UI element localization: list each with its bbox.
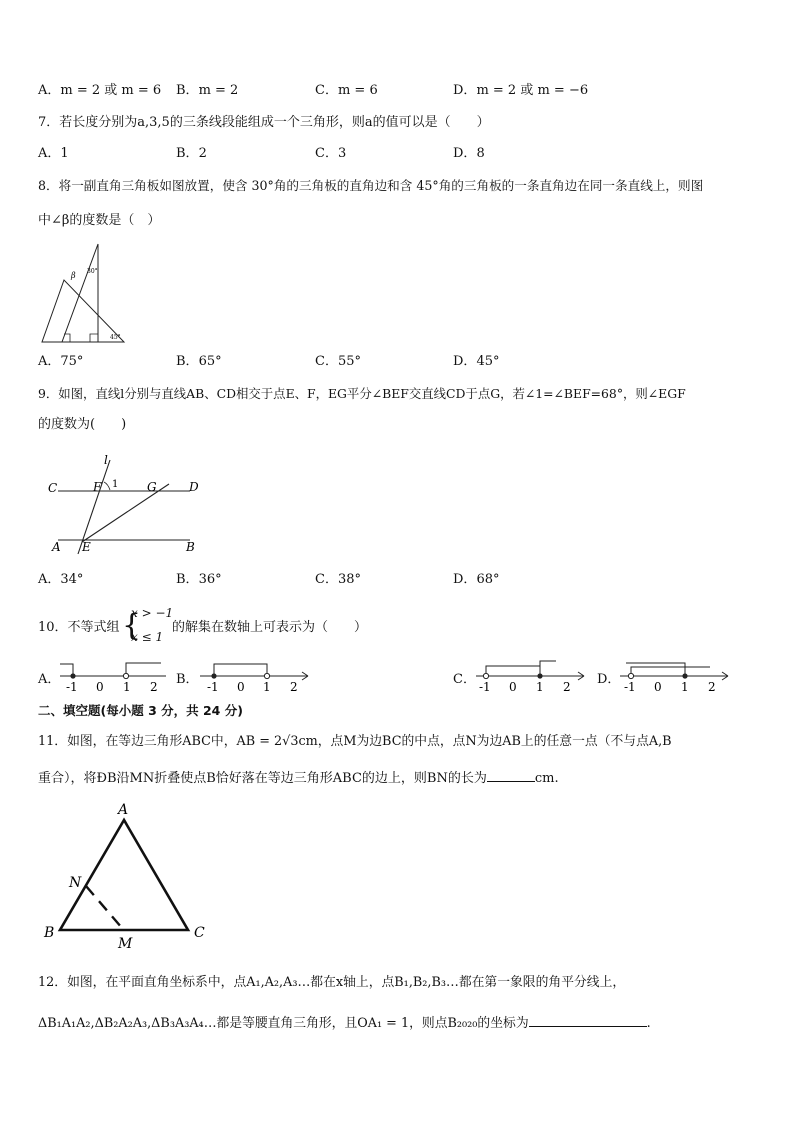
q8-option-c-text: 55° [337,354,361,369]
q9-stem-line1: 9．如图，直线l分别与直线AB、CD相交于点E、F，EG平分∠BEF交直线CD于点G，若∠1=∠BEF=68°，则∠EGF [38,386,686,401]
q11-triangle-figure [38,798,218,950]
q9-label-f: F [93,480,102,494]
q10-option-d-numberline [618,656,734,694]
q8-option-a-text: 75° [60,354,84,369]
q10-a-tick-0: 0 [96,680,104,694]
q9-option-d-text: 68° [476,572,500,587]
q7-option-b-label: B． [176,146,199,161]
q8-option-d-label: D． [453,354,477,369]
q10-option-b-label: B． [176,672,199,687]
q8-option-a-label: A． [38,354,61,369]
q11-label-c: C [194,925,205,941]
q8-option-d [453,353,499,371]
q8-label-beta: β [71,271,76,280]
q8-triangle-45 [42,280,124,342]
q10-option-c-label: C． [453,672,476,687]
q8-option-d-text: 45° [476,354,500,369]
q7-option-c [315,145,346,163]
q9-angle-1-arc [104,482,110,490]
q10-system-brace: { [122,608,142,643]
q8-option-a [38,353,83,371]
q9-option-d [453,571,499,589]
q7-stem: 7．若长度分别为a,3,5的三条线段能组成一个三角形，则a的值可以是（ ） [38,115,490,130]
q11-stem-line2-unit: cm. [534,771,559,786]
q10-b-tick-m1: -1 [207,680,219,694]
q10-b-tick-1: 1 [263,680,271,694]
q9-option-b [176,571,222,589]
q10-option-c-numberline [474,656,590,694]
q8-label-45: 45° [110,334,121,341]
q8-right-angle-mark-2 [90,334,98,342]
q9-parallel-lines-figure [44,450,214,558]
q7-option-a [38,145,69,163]
q7-option-b [176,145,207,163]
q12-stem-line2-text: ΔB₁A₁A₂,ΔB₂A₂A₃,ΔB₃A₃A₄…都是等腰直角三角形，且OA₁ = 1，则点B₂₀₂₀的坐标为 [38,1016,529,1031]
q8-stem-line1: 8．将一副直角三角板如图放置，使含 30°角的三角板的直角边和含 45°角的三角板的一条直角边在同一条直线上，则图 [38,178,704,193]
q9-option-c-text: 38° [337,572,361,587]
q9-option-c [315,571,361,589]
q10-d-tick-1: 1 [681,680,689,694]
q12-stem-line2 [38,1014,651,1033]
q11-label-b: B [44,925,55,941]
q6-option-a-label: A． [38,83,61,98]
q10-a-tick-2: 2 [150,680,158,694]
q11-label-m: M [118,936,133,950]
q10-b-tick-0: 0 [237,680,245,694]
q7-option-d-label: D． [453,146,477,161]
q10-c-tick-2: 2 [563,680,571,694]
q10-d-tick-m1: -1 [624,680,636,694]
q9-label-g: G [147,480,157,494]
q11-stem-line2 [38,769,559,788]
q9-label-d: D [189,480,199,494]
q11-label-n: N [69,875,82,891]
q6-option-c-text: m = 6 [337,83,378,98]
q8-stem-line2: 中∠β的度数是（ ） [38,213,161,228]
q11-label-a: A [118,802,129,818]
q9-option-b-text: 36° [198,572,222,587]
q6-option-b-text: m = 2 [198,83,239,98]
q6-option-d [453,82,588,100]
q8-option-b-label: B． [176,354,199,369]
q7-option-a-text: 1 [60,146,69,161]
q9-label-e: E [82,540,91,554]
q7-option-d-text: 8 [476,146,485,161]
q10-option-a-label: A． [38,672,61,687]
q10-option-d-label: D． [597,672,621,687]
q9-label-1: 1 [112,479,119,490]
q8-option-c [315,353,361,371]
q7-option-d [453,145,485,163]
q6-option-a [38,82,161,100]
q10-a-tick-1: 1 [123,680,131,694]
q6-option-d-label: D． [453,83,477,98]
q6-option-c [315,82,378,100]
q10-b-tick-2: 2 [290,680,298,694]
q9-option-a-label: A． [38,572,61,587]
q9-stem-line2: 的度数为( ) [38,417,127,432]
q10-d-tick-2: 2 [708,680,716,694]
q10-c-tick-1: 1 [536,680,544,694]
q6-option-a-text: m = 2 或 m = 6 [60,83,162,98]
q8-option-c-label: C． [315,354,338,369]
q11-stem-line1: 11．如图，在等边三角形ABC中，AB = 2√3cm，点M为边BC的中点，点N为边AB上的任意一点（不与点A,B [38,734,672,749]
q11-fold-line-mn [86,886,122,928]
q8-label-30: 30° [87,268,98,275]
q7-option-b-text: 2 [198,146,207,161]
q9-label-l: l [104,453,108,467]
q6-option-b [176,82,238,100]
q6-option-c-label: C． [315,83,338,98]
q8-option-b [176,353,222,371]
q9-label-a: A [52,540,61,554]
q7-option-c-label: C． [315,146,338,161]
q10-inequality-1: x > −1 [131,606,174,620]
q8-triangle-30 [62,244,98,342]
section-2-title: 二、填空题(每小题 3 分，共 24 分) [38,703,243,718]
q10-c-tick-0: 0 [509,680,517,694]
q10-stem-prefix: 10．不等式组 [38,620,120,635]
q12-stem-line1: 12．如图，在平面直角坐标系中，点A₁,A₂,A₃…都在x轴上，点B₁,B₂,B₃…都在第一象限的角平分线上， [38,975,626,990]
q9-label-c: C [48,481,58,495]
q10-a-tick-m1: -1 [66,680,78,694]
q9-label-b: B [186,540,195,554]
q9-option-b-label: B． [176,572,199,587]
q8-triangle-figure [38,240,130,346]
q10-stem-suffix: 的解集在数轴上可表示为（ ） [172,620,368,635]
q9-option-a-text: 34° [60,572,84,587]
q6-option-b-label: B． [176,83,199,98]
q9-option-a [38,571,83,589]
q8-option-b-text: 65° [198,354,222,369]
q9-option-c-label: C． [315,572,338,587]
q10-d-tick-0: 0 [654,680,662,694]
q10-option-b-numberline [198,656,314,694]
q10-c-tick-m1: -1 [479,680,491,694]
q10-inequality-2: x ≤ 1 [131,630,164,644]
q12-answer-blank[interactable] [529,1014,647,1027]
q10-option-a-numberline [56,656,174,694]
q7-option-c-text: 3 [337,146,347,161]
q11-answer-blank[interactable] [487,769,535,782]
q6-option-d-text: m = 2 或 m = −6 [476,83,589,98]
q12-stem-line2-end: . [646,1016,651,1031]
q7-option-a-label: A． [38,146,61,161]
q9-option-d-label: D． [453,572,477,587]
q11-stem-line2-text: 重合），将ÐB沿MN折叠使点B恰好落在等边三角形ABC的边上，则BN的长为 [38,771,487,786]
